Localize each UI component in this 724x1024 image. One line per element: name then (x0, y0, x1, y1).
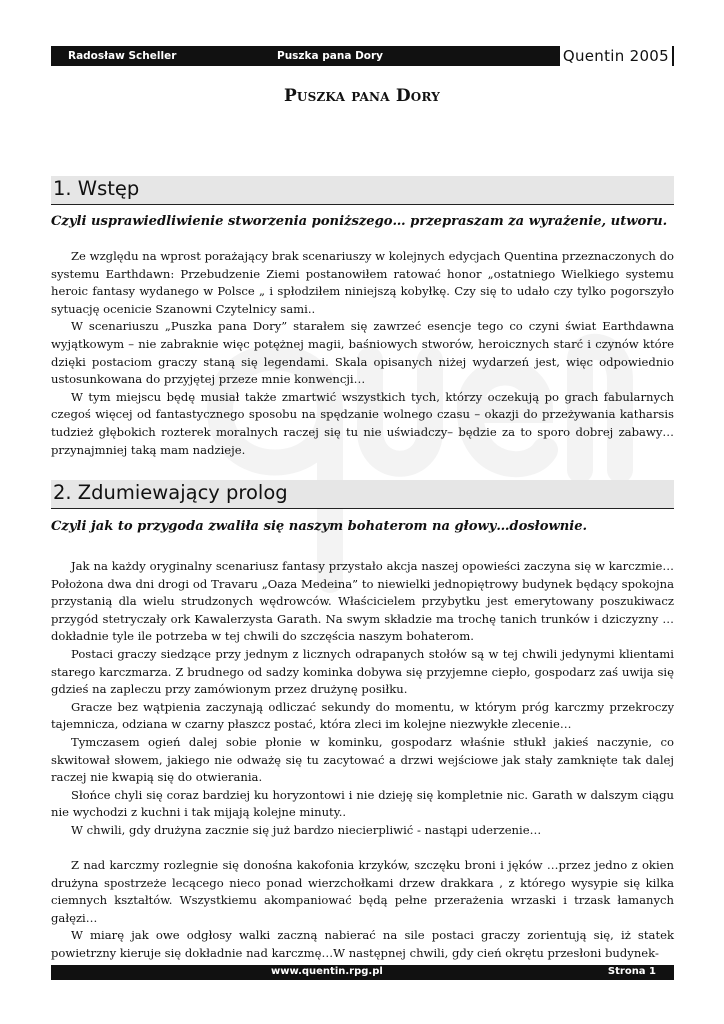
page-header (51, 46, 674, 66)
paragraph: Ze względu na wprost porażający brak scenariuszy w kolejnych edycjach Quentina przeznaczonych do systemu Earthdawn: Przebudzenie Ziemi postanowiłem ratować honor „ostatniego Wielkiego systemu heroic fantasy wydanego w Polsce „ i spłodziłem niniejszą kobyłkę. Czy się to udało czy tylko pogorszyło sytuację ocenicie Szanowni Czytelnicy sami.. (51, 249, 674, 316)
section-subtitle-2: Czyli jak to przygoda zwaliła się naszym bohaterom na głowy…dosłownie. (51, 519, 588, 534)
paragraph: W chwili, gdy drużyna zacznie się już bardzo niecierpliwić - nastąpi uderzenie… (71, 822, 542, 837)
paragraph: Jak na każdy oryginalny scenariusz fantasy przystało akcja naszej opowieści zaczyna się w karczmie… Położona dwa dni drogi od Travaru „Oaza Medeina” to niewielki jednopiętrowy budynek będący spokojna przystanią dla wielu strudzonych wędrowców. Właścicielem przybytku jest emerytowany poszukiwacz przygód stetryczały ork Kawalerzysta Garath. Na swym składzie ma trochę tanich trunków i dziczyzny …dokładnie tyle ile potrzeba w tej chwili do szczęścia naszym bohaterom. (51, 559, 674, 644)
paragraph: Słońce chyli się coraz bardziej ku horyzontowi i nie dzieję się kompletnie nic. Garath w dalszym ciągu nie wychodzi z kuchni i tak mijają kolejne minuty.. (51, 787, 674, 820)
header-brand-logo: Quentin 2005 (560, 46, 672, 66)
section-heading-2 (51, 480, 674, 509)
section-heading-1 (51, 176, 674, 205)
page-footer (51, 965, 674, 980)
paragraph: W miarę jak owe odgłosy walki zaczną nabierać na sile postaci graczy zorientują się, iż statek powietrzny kieruje się dokładnie nad karczmę…W następnej chwili, gdy cień okrętu przesłoni budynek- (51, 928, 674, 961)
paragraph: Tymczasem ogień dalej sobie płonie w kominku, gospodarz właśnie stłukł jakieś naczynie, co skwitował słowem, jakiego nie odważę się tu zacytować a drzwi wejściowe jak stały zamknięte tak dalej raczej nie kwapią się do otwierania. (51, 734, 674, 785)
section-body-2 (51, 558, 674, 963)
paragraph: W tym miejscu będę musiał także zmartwić wszystkich tych, którzy oczekują po grach fabularnych czegoś więcej od fantastycznego sposobu na spędzanie wolnego czasu – okazji do przeżywania katharsis tudzież głębokich rozterek moralnych raczej się tu nie uświadczy– będzie za to sporo dobrej zabawy…przynajmniej taką mam nadzieje. (51, 389, 674, 457)
section-heading-text: 1. Wstęp (53, 177, 140, 200)
document-title: Puszka pana Dory (283, 86, 441, 106)
header-doc-title: Puszka pana Dory (277, 50, 384, 62)
paragraph: W scenariuszu „Puszka pana Dory” starałem się zawrzeć esencje tego co czyni świat Earthdawna wyjątkowym – nie zabraknie więc potężnej magii, baśniowych stworów, heroicznych starć i czynów które dzięki postaciom graczy staną się legendami. Skala opisanych niżej wydarzeń jest, więc odpowiednio ustosunkowana do przyjętej przeze mnie konwencji… (51, 319, 674, 387)
section-heading-text: 2. Zdumiewający prolog (53, 481, 288, 504)
section-body-1 (51, 248, 674, 459)
footer-url: www.quentin.rpg.pl (271, 966, 383, 977)
paragraph: Z nad karczmy rozlegnie się donośna kakofonia krzyków, szczęku broni i jęków …przez jedno z okien drużyna spostrzeże lecącego nieco ponad wierzchołkami drzew drakkara , z którego wysypie się kilka ciemnych kształtów. Wszystkiemu akompaniować będą pełne przerażenia wrzaski i trzask łamanych gałęzi… (51, 858, 674, 925)
paragraph: Gracze bez wątpienia zaczynają odliczać sekundy do momentu, w którym próg karczmy przekroczy tajemnicza, odziana w czarny płaszcz postać, która zleci im kolejne niezwykłe zlecenie… (51, 699, 674, 732)
paragraph: Postaci graczy siedzące przy jednym z licznych odrapanych stołów są w tej chwili jedynymi klientami starego karczmarza. Z brudnego od sadzy kominka dobywa się przyjemne ciepło, gospodarz zaś uwija się gdzieś na zapleczu przy zamówionym przez drużynę posiłku. (51, 646, 674, 697)
section-subtitle-1: Czyli usprawiedliwienie stworzenia poniższego… przepraszam za wyrażenie, utworu. (51, 214, 668, 229)
footer-page-number: Strona 1 (607, 966, 656, 977)
header-author: Radosław Scheller (68, 50, 177, 62)
